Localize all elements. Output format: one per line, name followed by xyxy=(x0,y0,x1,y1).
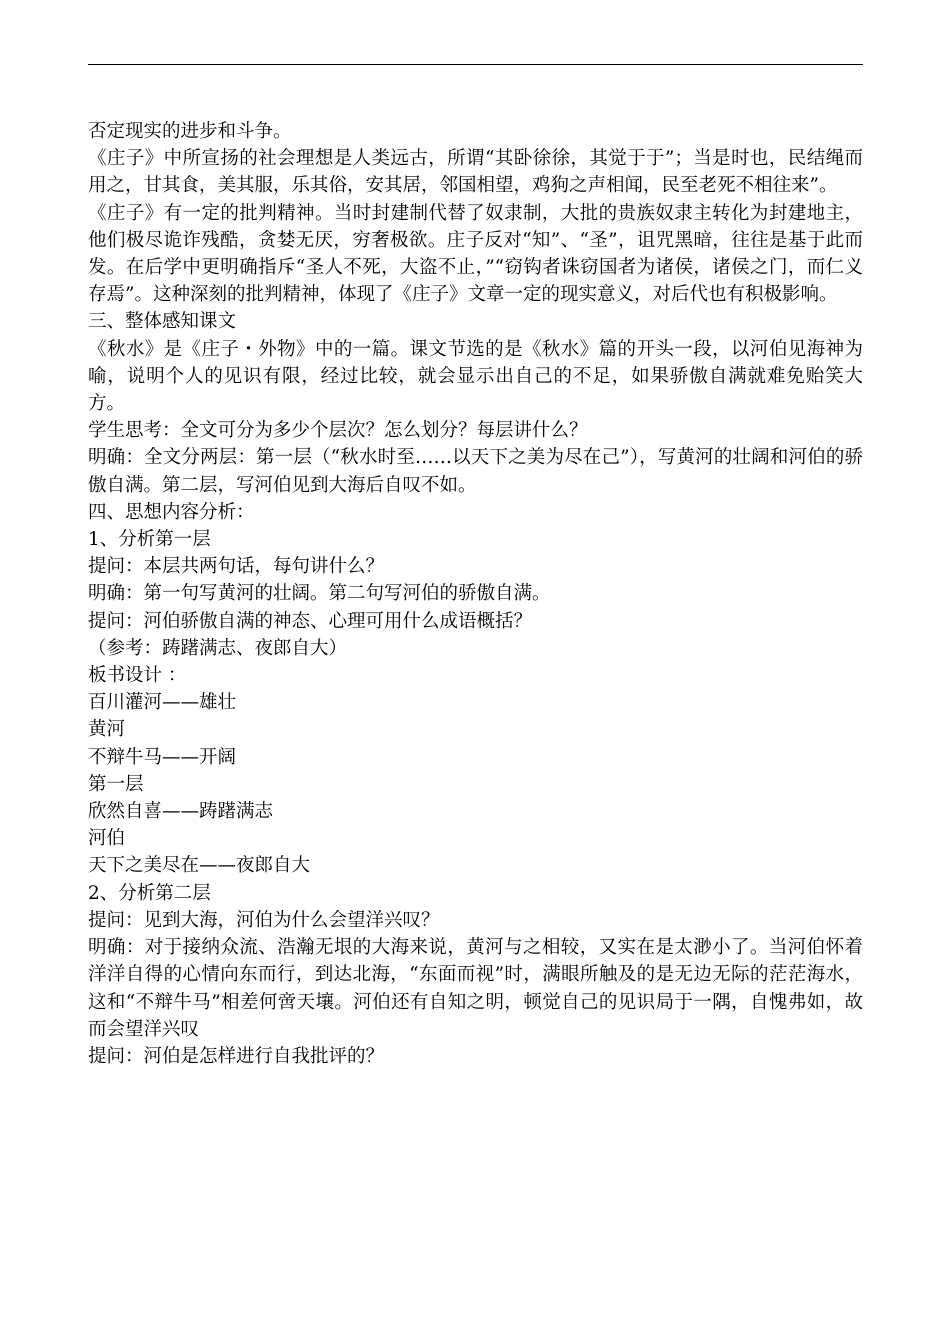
board-design-label: 板书设计 ： xyxy=(88,665,187,687)
header-rule xyxy=(88,64,863,65)
paragraph: 《秋水》是《庄子・外物》中的一篇。课文节选的是《秋水》篇的开头一段，以河伯见海神为喻，说明个人的见识有限，经过比较，就会显示出自己的不足，如果骄傲自满就难免贻笑大方。 xyxy=(88,338,863,415)
paragraph: 明确：第一句写黄河的壮阔。第二句写河伯的骄傲自满。 xyxy=(88,583,551,605)
paragraph: 提问：河伯是怎样进行自我批评的？ xyxy=(88,1045,385,1067)
paragraph: 学生思考：全文可分为多少个层次？怎么划分？每层讲什么？ xyxy=(88,420,588,442)
paragraph: 否定现实的进步和斗争。 xyxy=(88,121,292,142)
board-line: 天下之美尽在——夜郎自大 xyxy=(88,855,311,877)
subsection-heading: 1、分析第一层 xyxy=(88,529,211,551)
board-line: 欣然自喜——踌躇满志 xyxy=(88,801,274,823)
board-line: 百川灌河——雄壮 xyxy=(88,692,237,714)
paragraph: 明确：对于接纳众流、浩瀚无垠的大海来说，黄河与之相较，又实在是太渺小了。当河伯怀着洋洋自得的心情向东而行，到达北海，“东面而视”时，满眼所触及的是无边无际的茫茫海水，这和“不辩牛马”相差何啻天壤。河伯还有自知之明，顿觉自己的见识局于一隅，自愧弗如，故而会望洋兴叹 xyxy=(88,937,863,1040)
paragraph: （参考：踌躇满志、夜郎自大） xyxy=(88,637,348,659)
paragraph: 提问：本层共两句话，每句讲什么？ xyxy=(88,556,385,578)
section-heading: 三、整体感知课文 xyxy=(88,311,237,333)
board-line: 黄河 xyxy=(88,719,126,741)
board-line: 不辩牛马——开阔 xyxy=(88,746,237,768)
paragraph: 提问：河伯骄傲自满的神态、心理可用什么成语概括？ xyxy=(88,610,533,632)
document-body xyxy=(88,118,863,1070)
subsection-heading: 2、分析第二层 xyxy=(88,882,211,904)
board-line: 第一层 xyxy=(88,773,144,795)
board-line: 河伯 xyxy=(88,828,126,850)
paragraph: 明确：全文分两层：第一层（“秋水时至……以天下之美为尽在己”），写黄河的壮阔和河伯的骄傲自满。第二层，写河伯见到大海后自叹不如。 xyxy=(88,447,863,496)
paragraph: 提问：见到大海，河伯为什么会望洋兴叹？ xyxy=(88,909,440,931)
paragraph: 《庄子》有一定的批判精神。当时封建制代替了奴隶制，大批的贵族奴隶主转化为封建地主，他们极尽诡诈残酷，贪婪无厌，穷奢极欲。庄子反对“知”、“圣”，诅咒黑暗，往往是基于此而发。在后学中更明确指斥“圣人不死，大盗不止，”“窃钩者诛窃国者为诸侯，诸侯之门，而仁义存焉”。这种深刻的批判精神，体现了《庄子》文章一定的现实意义，对后代也有积极影响。 xyxy=(88,202,863,306)
section-heading: 四、思想内容分析： xyxy=(88,501,255,523)
paragraph: 《庄子》中所宣扬的社会理想是人类远古，所谓“其卧徐徐，其觉于于”；当是时也，民结绳而用之，甘其食，美其服，乐其俗，安其居，邻国相望，鸡狗之声相闻，民至老死不相往来”。 xyxy=(88,148,863,197)
